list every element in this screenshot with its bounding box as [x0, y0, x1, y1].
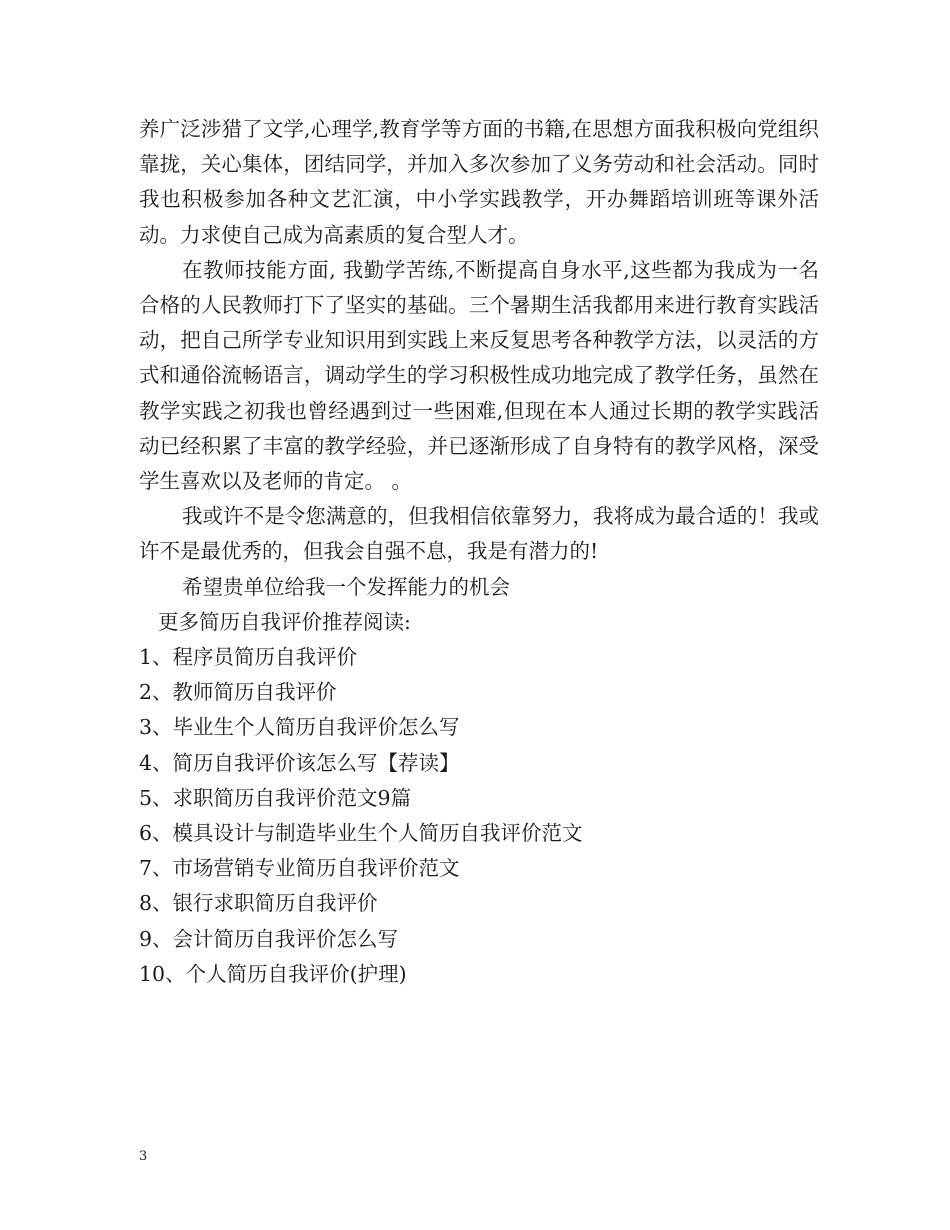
document-body — [139, 112, 819, 992]
paragraph-self-confidence: 我或许不是令您满意的，但我相信依靠努力，我将成为最合适的！我或许不是最优秀的，但我会自强不息，我是有潜力的! — [139, 504, 819, 564]
more-reading-list — [139, 640, 819, 992]
list-item[interactable]: 7、市场营销专业简历自我评价范文 — [139, 856, 460, 881]
list-item[interactable]: 10、个人简历自我评价(护理) — [139, 961, 407, 986]
list-item[interactable]: 3、毕业生个人简历自我评价怎么写 — [139, 715, 460, 740]
paragraph-teaching-skills: 在教师技能方面, 我勤学苦练,不断提高自身水平,这些都为我成为一名合格的人民教师打下了坚实的基础。三个暑期生活我都用来进行教育实践活动，把自己所学专业知识用到实践上来反复思考各种教学方法，以灵活的方式和通俗流畅语言，调动学生的学习积极性成功地完成了教学任务，虽然在教学实践之初我也曾经遇到过一些困难,但现在本人通过长期的教学实践活动已经积累了丰富的教学经验，并已逐渐形成了自身特有的教学风格，深受学生喜欢以及老师的肯定。 。 — [139, 257, 819, 494]
list-item[interactable]: 2、教师简历自我评价 — [139, 680, 337, 705]
list-item[interactable]: 8、银行求职简历自我评价 — [139, 891, 378, 916]
more-reading-heading: 更多简历自我评价推荐阅读: — [158, 609, 411, 634]
list-item[interactable]: 4、简历自我评价该怎么写【荐读】 — [139, 750, 460, 775]
paragraph-self-study: 养广泛涉猎了文学,心理学,教育学等方面的书籍,在思想方面我积极向党组织靠拢，关心集体，团结同学，并加入多次参加了义务劳动和社会活动。同时我也积极参加各种文艺汇演，中小学实践教学，开办舞蹈培训班等课外活动。力求使自己成为高素质的复合型人才。 — [139, 117, 819, 247]
page-number: 3 — [139, 1149, 148, 1164]
list-item[interactable]: 1、程序员简历自我评价 — [139, 645, 358, 670]
paragraph-hope: 希望贵单位给我一个发挥能力的机会 — [182, 574, 510, 599]
list-item[interactable]: 6、模具设计与制造毕业生个人简历自我评价范文 — [139, 821, 583, 846]
list-item[interactable]: 9、会计简历自我评价怎么写 — [139, 926, 399, 951]
list-item[interactable]: 5、求职简历自我评价范文9篇 — [139, 785, 412, 810]
